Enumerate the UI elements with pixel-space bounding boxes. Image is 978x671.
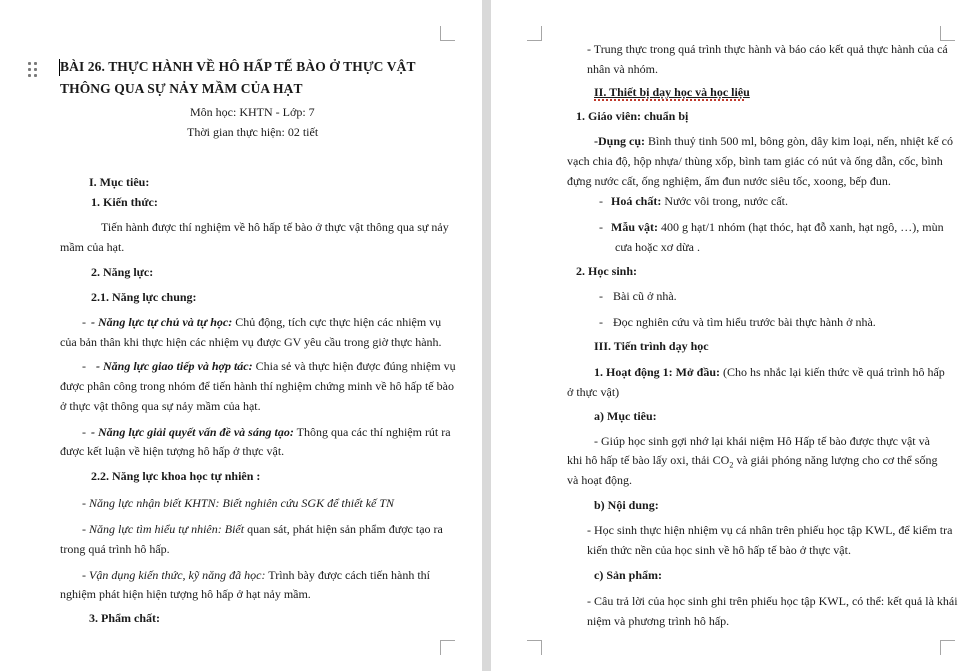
bullet-dash: - <box>82 315 86 329</box>
duration-line: Thời gian thực hiện: 02 tiết <box>187 125 319 139</box>
crop-mark-top-right <box>940 26 955 41</box>
list-item <box>82 521 443 537</box>
paragraph: của bản thân khi thực hiện các nhiệm vụ được GV yêu cầu trong giờ thực hành. <box>60 335 442 349</box>
bullet-dash: - <box>599 289 603 303</box>
document-page-left[interactable] <box>0 0 482 671</box>
heading-nang-luc-chung: 2.1. Năng lực chung: <box>91 290 197 304</box>
bullet-dash: - <box>599 194 603 208</box>
list-item <box>82 314 441 330</box>
list-item-text: Đọc nghiên cứu và tìm hiểu trước bài thực hành ở nhà. <box>613 315 876 329</box>
paragraph: kiến thức nền của học sinh về hô hấp tế bào ở thực vật. <box>587 543 851 557</box>
paragraph: Tiến hành được thí nghiệm về hô hấp tế bào ở thực vật thông qua sự nảy <box>101 220 449 234</box>
subject-line: Môn học: KHTN - Lớp: 7 <box>190 105 315 119</box>
heading-nang-luc-khtn: 2.2. Năng lực khoa học tự nhiên : <box>91 469 261 483</box>
heading-hoc-sinh: 2. Học sinh: <box>576 264 638 278</box>
list-item <box>82 358 456 374</box>
paragraph: ở thực vật thông qua sự nảy mầm của hạt. <box>60 399 261 413</box>
crop-mark-bottom-right <box>940 640 955 655</box>
paragraph <box>567 452 937 473</box>
crop-mark-bottom-left <box>527 640 542 655</box>
drag-handle-icon[interactable] <box>28 61 40 77</box>
document-page-right[interactable] <box>491 0 978 671</box>
paragraph-text: và giải phóng năng lượng cho cơ thể sống <box>733 453 938 467</box>
paragraph: nghiệm phát hiện hiện tượng hô hấp ở hạt nảy mầm. <box>60 587 311 601</box>
list-item-label: - Năng lực giải quyết vấn đề và sáng tạo: <box>91 425 294 439</box>
heading-nang-luc: 2. Năng lực: <box>91 265 154 279</box>
lesson-title-line1: BÀI 26. THỰC HÀNH VỀ HÔ HẤP TẾ BÀO Ở THỰC VẬT <box>60 59 416 74</box>
list-item-label: - Vận dụng kiến thức, kỹ năng đã học: <box>82 568 266 582</box>
bullet-dash: - <box>82 359 86 373</box>
paragraph: và hoạt động. <box>567 473 632 487</box>
activity-label: 1. Hoạt động 1: Mở đầu: <box>594 365 720 379</box>
lesson-title-line2: THÔNG QUA SỰ NẢY MẦM CỦA HẠT <box>60 81 303 96</box>
list-item-text: Chủ động, tích cực thực hiện các nhiệm vụ <box>235 315 442 329</box>
paragraph: nhân và nhóm. <box>587 62 658 76</box>
list-item-text: Thông qua các thí nghiệm rút ra <box>296 425 451 439</box>
list-item-label: -Dụng cụ: <box>594 134 646 148</box>
list-item-text: Bình thuỷ tinh 500 ml, bông gòn, dây kim loại, nến, nhiệt kế có <box>648 134 953 148</box>
bullet-dash: - <box>82 425 86 439</box>
heading-tien-trinh: III. Tiến trình dạy học <box>594 339 709 353</box>
paragraph: được kết luận về hiện tượng hô hấp ở thực vật. <box>60 444 285 458</box>
heading-giao-vien: 1. Giáo viên: chuẩn bị <box>576 109 689 123</box>
bullet-dash: - <box>599 315 603 329</box>
heading-muc-tieu: I. Mục tiêu: <box>89 175 150 189</box>
paragraph: - Câu trả lời của học sinh ghi trên phiếu học tập KWL, có thể: kết quả là khái <box>587 594 958 608</box>
paragraph: - Giúp học sinh gợi nhớ lại khái niệm Hô Hấp tế bào được thực vật và <box>594 434 930 448</box>
list-item <box>82 424 451 440</box>
list-item-label: - Năng lực giao tiếp và hợp tác: <box>96 359 253 373</box>
subscript: 2 <box>729 460 734 470</box>
heading-pham-chat: 3. Phẩm chất: <box>89 611 160 625</box>
list-item: - Trung thực trong quá trình thực hành và báo cáo kết quả thực hành của cá <box>587 42 948 56</box>
paragraph: vạch chia độ, hộp nhựa/ thùng xốp, bình tam giác có nút và ống dẫn, cốc, bình <box>567 154 943 168</box>
list-item-text: Nước vôi trong, nước cất. <box>664 194 788 208</box>
heading-kien-thuc: 1. Kiến thức: <box>91 195 158 209</box>
paragraph: niệm và phương trình hô hấp. <box>587 614 730 628</box>
list-item <box>82 567 430 583</box>
activity-text: (Cho hs nhắc lại kiến thức về quá trình hô hấp <box>723 365 945 379</box>
list-item-label: Hoá chất: <box>611 194 662 208</box>
paragraph: mầm của hạt. <box>60 240 125 254</box>
bullet-dash: - <box>599 220 603 234</box>
paragraph: được phân công trong nhóm để tiến hành thí nghiệm chứng minh về hô hấp tế bào <box>60 379 454 393</box>
crop-mark-bottom-right <box>440 640 455 655</box>
paragraph <box>594 364 945 380</box>
list-item: - Năng lực nhận biết KHTN: Biết nghiên cứu SGK để thiết kế TN <box>82 496 395 510</box>
heading-b-noi-dung: b) Nội dung: <box>594 498 659 512</box>
list-item <box>599 219 944 235</box>
list-item-text: 400 g hạt/1 nhóm (hạt thóc, hạt đỗ xanh, hạt ngô, …), mùn <box>661 220 944 234</box>
paragraph: - Học sinh thực hiện nhiệm vụ cá nhân trên phiếu học tập KWL, để kiểm tra <box>587 523 953 537</box>
list-item-text: Chia sẻ và thực hiện được đúng nhiệm vụ <box>255 359 456 373</box>
list-item-label: - Năng lực tự chủ và tự học: <box>91 315 233 329</box>
paragraph: đựng nước cất, ống nghiệm, ấm đun nước siêu tốc, xoong, bếp đun. <box>567 174 891 188</box>
paragraph: ở thực vật) <box>567 385 620 399</box>
list-item-label: - Năng lực tìm hiểu tự nhiên: Biết <box>82 522 245 536</box>
list-item-label: Mẫu vật: <box>611 220 658 234</box>
list-item <box>599 314 876 330</box>
crop-mark-top-left <box>527 26 542 41</box>
paragraph-text: khi hô hấp tế bào lấy oxi, thải CO <box>567 453 730 467</box>
crop-mark-top-right <box>440 26 455 41</box>
paragraph: trong quá trình hô hấp. <box>60 542 170 556</box>
list-item-text: Bài cũ ở nhà. <box>613 289 677 303</box>
heading-thiet-bi: II. Thiết bị dạy học và học liệu <box>594 85 750 99</box>
list-item <box>599 288 677 304</box>
spellcheck-underline <box>594 99 744 101</box>
list-item <box>599 193 788 209</box>
paragraph <box>594 133 953 149</box>
paragraph: cưa hoặc xơ dừa . <box>615 240 700 254</box>
list-item-text: Trình bày được cách tiến hành thí <box>268 568 431 582</box>
list-item-text: quan sát, phát hiện sản phẩm được tạo ra <box>247 522 443 536</box>
heading-c-san-pham: c) Sản phẩm: <box>594 568 663 582</box>
heading-a-muc-tieu: a) Mục tiêu: <box>594 409 657 423</box>
